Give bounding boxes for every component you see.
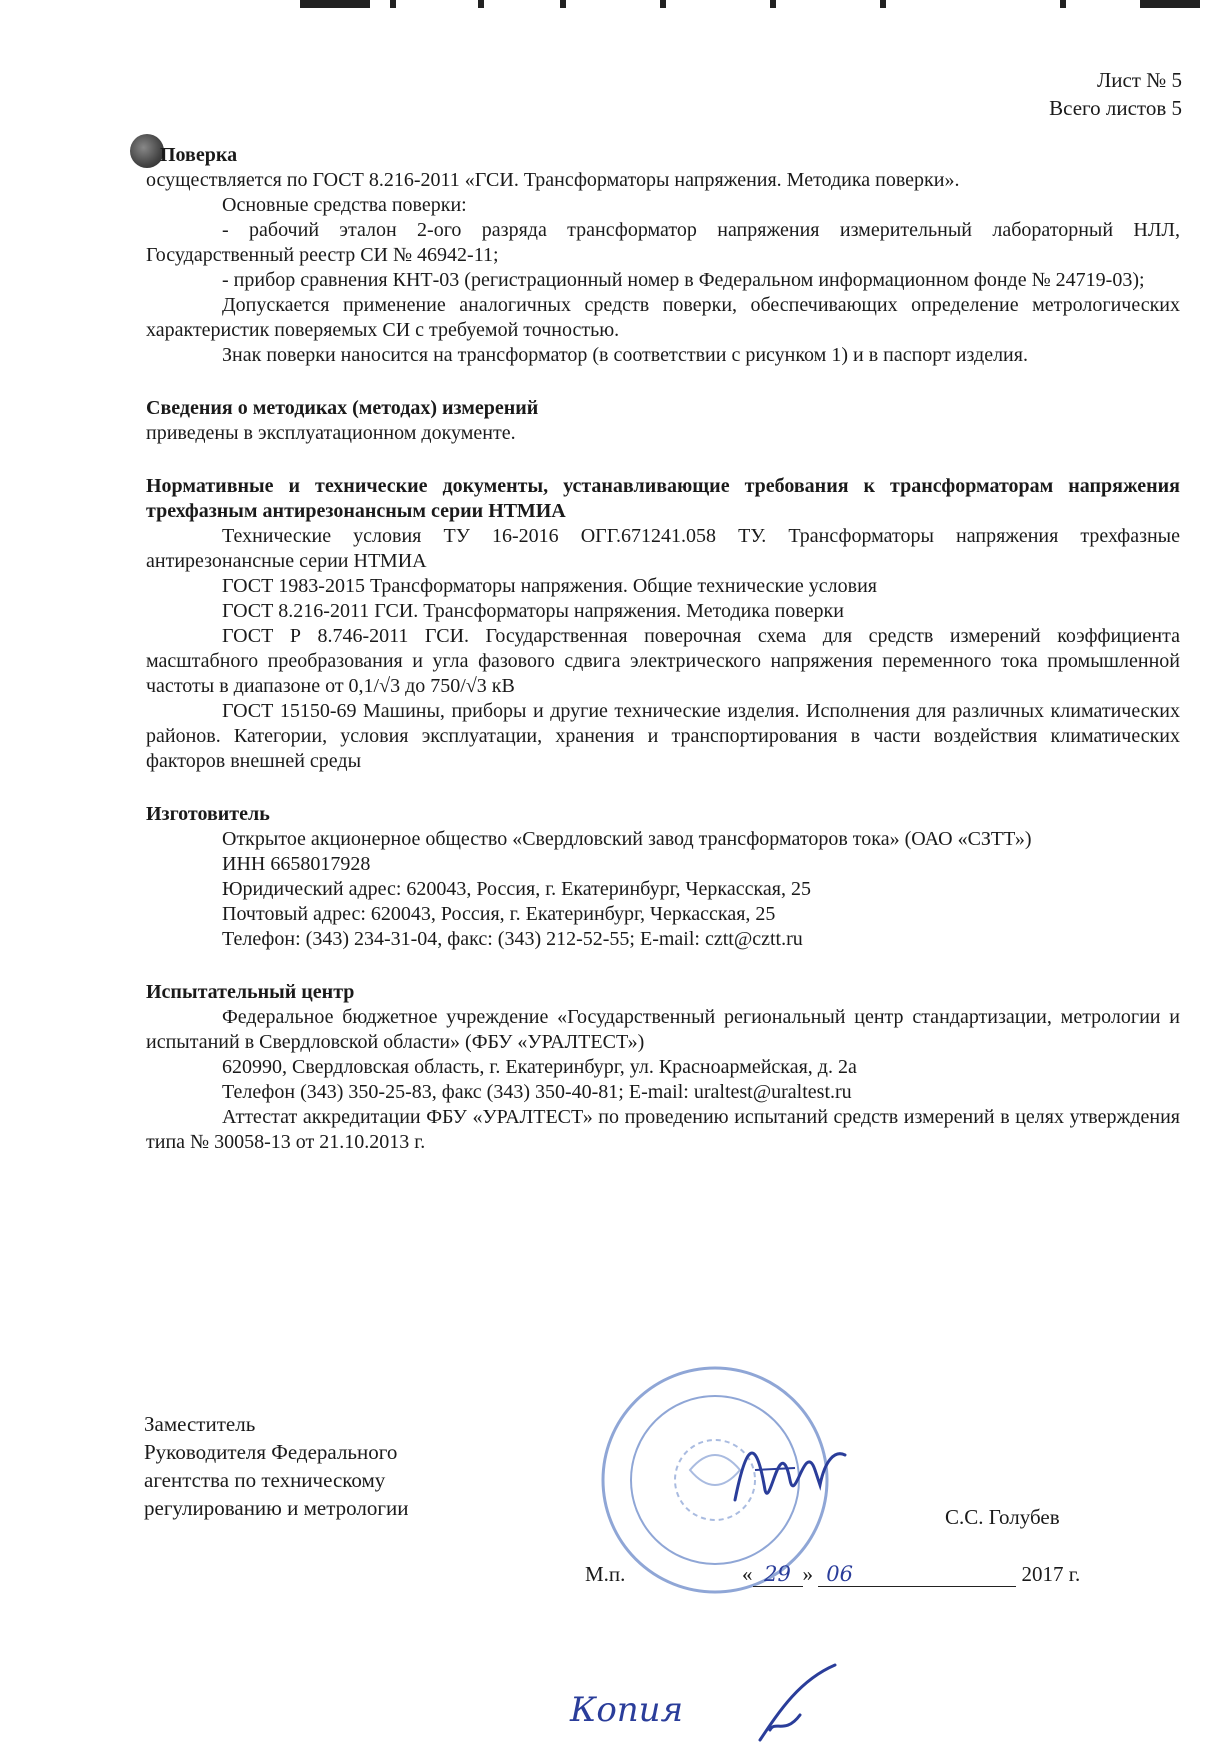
scan-top-marks (0, 0, 1230, 10)
manufacturer-heading: Изготовитель (146, 803, 270, 825)
handwritten-signature (725, 1410, 865, 1520)
normative-doc-2: ГОСТ 1983-2015 Трансформаторы напряжения. Общие технические условия (222, 575, 877, 597)
testcenter-heading: Испытательный центр (146, 981, 355, 1003)
verification-means: Основные средства поверки: (222, 194, 467, 216)
signatory-line-2: Руководителя Федерального (144, 1440, 398, 1464)
signature-date (742, 1562, 1092, 1587)
verification-heading: Поверка (160, 144, 238, 166)
verification-analogs: Допускается применение аналогичных средств поверки, обеспечивающих определение метрологических характеристик поверяемых СИ с требуемой точностью. (146, 294, 1180, 341)
date-year: 2017 г. (1021, 1562, 1081, 1586)
sheet-total: Всего листов 5 (1049, 96, 1182, 120)
copy-initial-signature (740, 1660, 850, 1750)
testcenter-accreditation: Аттестат аккредитации ФБУ «УРАЛТЕСТ» по проведению испытаний средств измерений в целях утверждения типа № 30058-13 от 21.10.2013 г. (146, 1106, 1180, 1153)
signatory-line-4: регулированию и метрологии (144, 1496, 409, 1520)
manufacturer-name: Открытое акционерное общество «Свердловский завод трансформаторов тока» (ОАО «СЗТТ») (222, 828, 1032, 850)
verification-text: осуществляется по ГОСТ 8.216-2011 «ГСИ. Трансформаторы напряжения. Методика поверки». (146, 169, 960, 191)
date-month: 06 (818, 1562, 1016, 1587)
signatory-name: С.С. Голубев (945, 1505, 1060, 1529)
seal-place-label: М.п. (585, 1562, 626, 1586)
testcenter-contacts: Телефон (343) 350-25-83, факс (343) 350-40-81; E-mail: uraltest@uraltest.ru (222, 1081, 852, 1103)
normative-doc-3: ГОСТ 8.216-2011 ГСИ. Трансформаторы напряжения. Методика поверки (222, 600, 844, 622)
normative-heading: Нормативные и технические документы, устанавливающие требования к трансформаторам напряжения трехфазным антирезонансным серии НТМИА (146, 475, 1180, 522)
normative-doc-5: ГОСТ 15150-69 Машины, приборы и другие технические изделия. Исполнения для различных климатических районов. Категории, условия эксплуатации, хранения и транспортирования в части воздействия климатических факторов внешней среды (146, 700, 1180, 772)
sheet-number: Лист № 5 (1096, 68, 1182, 92)
signatory-line-1: Заместитель (144, 1412, 256, 1436)
date-quote-open: « (742, 1562, 753, 1586)
manufacturer-inn: ИНН 6658017928 (222, 853, 371, 875)
sheet-info (1049, 66, 1182, 122)
verification-means-1: - рабочий эталон 2-ого разряда трансформатор напряжения измерительный лабораторный НЛЛ, Государственный реестр СИ № 46942-11; (146, 219, 1180, 266)
methods-heading: Сведения о методиках (методах) измерений (146, 397, 539, 419)
manufacturer-contacts: Телефон: (343) 234-31-04, факс: (343) 212-52-55; E-mail: cztt@cztt.ru (222, 928, 803, 950)
copy-note: Копия (570, 1690, 684, 1730)
manufacturer-postal-address: Почтовый адрес: 620043, Россия, г. Екатеринбург, Черкасская, 25 (222, 903, 776, 925)
date-day: 29 (753, 1562, 803, 1587)
testcenter-address: 620990, Свердловская область, г. Екатеринбург, ул. Красноармейская, д. 2а (222, 1056, 857, 1078)
section-verification (146, 143, 1180, 1155)
date-quote-close: » (802, 1562, 813, 1586)
methods-text: приведены в эксплуатационном документе. (146, 422, 516, 444)
signatory-title (144, 1410, 408, 1522)
signatory-line-3: агентства по техническому (144, 1468, 386, 1492)
testcenter-name: Федеральное бюджетное учреждение «Государственный региональный центр стандартизации, метрологии и испытаний в Свердловской области» (ФБУ «УРАЛТЕСТ») (146, 1006, 1180, 1053)
manufacturer-legal-address: Юридический адрес: 620043, Россия, г. Екатеринбург, Черкасская, 25 (222, 878, 811, 900)
normative-doc-1: Технические условия ТУ 16-2016 ОГГ.671241.058 ТУ. Трансформаторы напряжения трехфазные антирезонансные серии НТМИА (146, 525, 1180, 572)
verification-mark: Знак поверки наносится на трансформатор (в соответствии с рисунком 1) и в паспорт изделия. (222, 344, 1028, 366)
verification-means-2: - прибор сравнения КНТ-03 (регистрационный номер в Федеральном информационном фонде № 24719-03); (222, 269, 1145, 291)
normative-doc-4: ГОСТ Р 8.746-2011 ГСИ. Государственная поверочная схема для средств измерений коэффициента масштабного преобразования и угла фазового сдвига электрического напряжения переменного тока промышленной частоты в диапазоне от 0,1/√3 до 750/√3 кВ (146, 625, 1180, 697)
